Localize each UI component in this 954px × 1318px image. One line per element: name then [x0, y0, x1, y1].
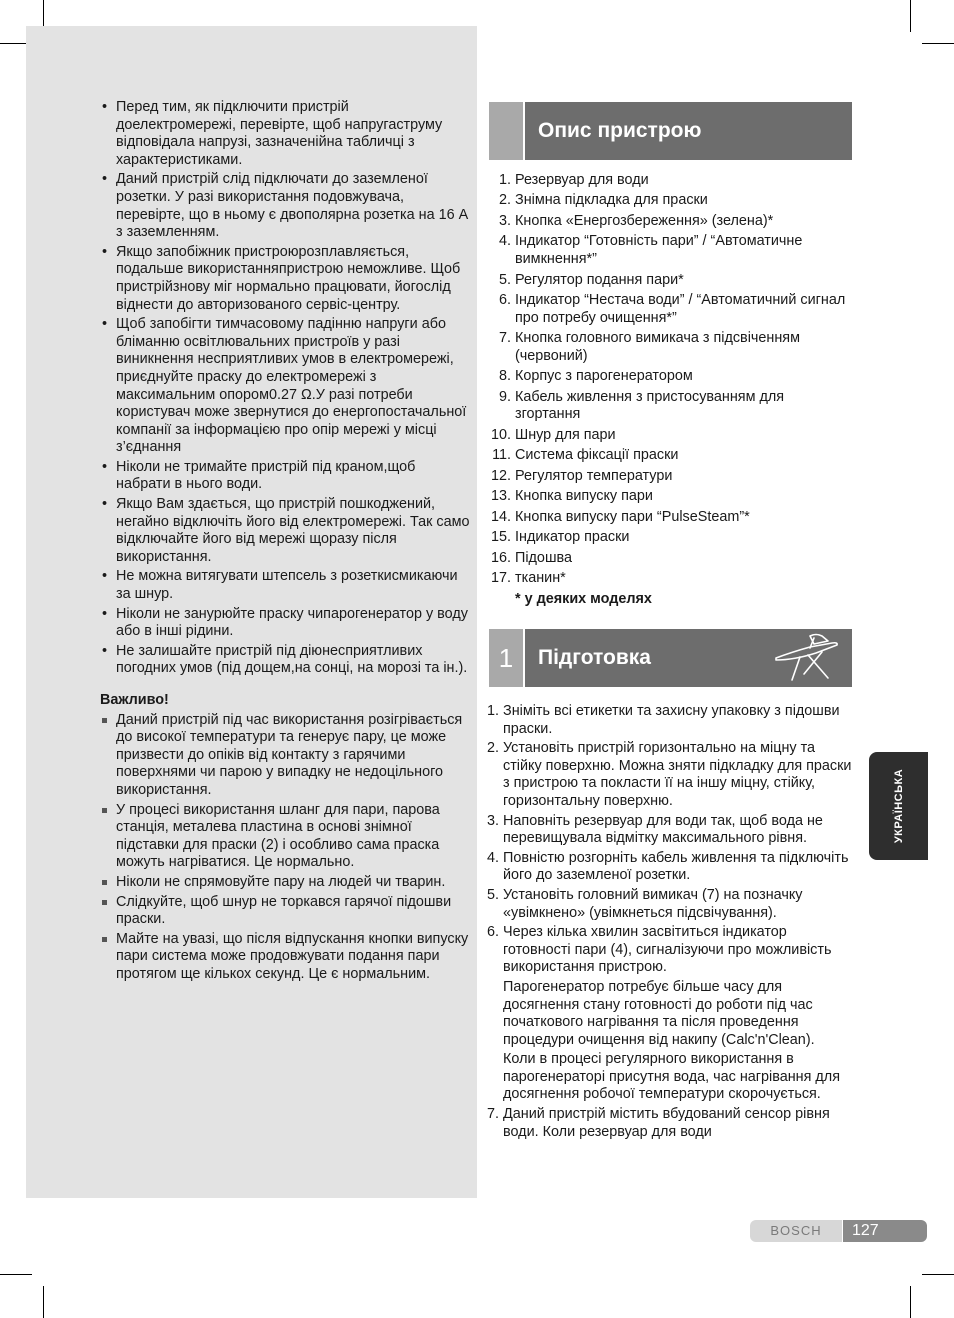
list-item: • Щоб запобігти тимчасовому падінню напруги або бліманню освітлювальних пристроїв у разі виникнення несприятливих умов в електромережі, приєднуйте праску до електромережі з максимальним опором0.27 Ω.У разі потреби користувач може звернутися до енергопостачальної компанії за інформацією про опір мережі у місці з’єднання: [100, 316, 470, 457]
safety-bullet-list: [100, 99, 470, 678]
crop-mark: [43, 1286, 44, 1318]
crop-mark: [910, 1286, 911, 1318]
section-number: 1: [489, 629, 525, 687]
models-note: * у деяких моделях: [515, 590, 652, 607]
section-tab: [489, 102, 525, 160]
list-item: 7. Даний пристрій містить вбудований сенсор рівня води. Коли резервуар для води: [487, 1106, 830, 1140]
list-item: 10. Шнур для пари: [490, 426, 616, 443]
crop-mark: [0, 1274, 32, 1275]
list-item: 5. Установіть головний вимикач (7) на позначку «увімкнено» (увімкнеться підсвічування).: [487, 886, 803, 921]
language-tab: УКРАЇНСЬКА: [869, 752, 928, 860]
list-item: Майте на увазі, що після відпускання кнопки випуску пари система може продовжувати подання пари протягом ще кількох секунд. Це є нормальним.: [100, 931, 470, 984]
list-item: Ніколи не спрямовуйте пару на людей чи тварин.: [100, 874, 470, 892]
list-item: 7. Кнопка головного вимикача з підсвіченням (червоний): [498, 330, 800, 364]
list-item: 8. Корпус з парогенератором: [498, 368, 693, 385]
list-item: 1. Зніміть всі етикетки та захисну упаковку з підошви праски.: [487, 703, 840, 737]
list-item: • Даний пристрій слід підключати до заземленої розетки. У разі використання подовжувача, перевірте, що в ньому є двополярна розетка на 16 А з заземленням.: [100, 171, 470, 241]
list-item: 17. тканин*: [490, 570, 566, 587]
list-item: Слідкуйте, щоб шнур не торкався гарячої підошви праски.: [100, 894, 470, 929]
list-item: 16. Підошва: [490, 549, 572, 566]
list-item: 9. Кабель живлення з пристосуванням для згортання: [498, 388, 785, 423]
list-item: 11. Система фіксації праски: [492, 447, 679, 464]
list-item: У процесі використання шланг для пари, парова станція, металева пластина в основі знімної підставки для праски (2) і особливо сама праска можуть нагріватися. Це нормально.: [100, 802, 470, 872]
list-item: 3. Наповніть резервуар для води так, щоб вода не перевищувала відмітку максимального рівня.: [487, 812, 823, 847]
parts-list: [489, 172, 852, 611]
step-paragraph: Коли в процесі регулярного використання в парогенераторі присутня вода, час нагрівання для досягнення робочої температури скорочується.: [503, 1051, 840, 1103]
list-item: • Якщо Вам здається, що пристрій пошкоджений, негайно відключіть його від електромережі. Так само відключайте його від мережі щоразу після використання.: [100, 496, 470, 566]
section-title: Опис пристрою: [538, 119, 702, 142]
brand-label: BOSCH: [750, 1220, 842, 1242]
list-item: 4. Індикатор “Готовність пари” / “Автоматичне вимкнення*”: [498, 233, 803, 268]
important-list: [100, 712, 470, 984]
list-item: 2. Установіть пристрій горизонтально на міцну та стійку поверхню. Можна зняти підкладку для праски з пристрою та покласти її на іншу міцну, стійку, горизонтальну поверхню.: [487, 740, 852, 809]
list-item: 3. Кнопка «Енергозбереження» (зелена)*: [498, 212, 774, 229]
section-title: Підготовка: [538, 646, 651, 669]
list-item: 14. Кнопка випуску пари “PulseSteam”*: [490, 508, 750, 525]
list-item: 1. Резервуар для води: [498, 172, 649, 188]
crop-mark: [910, 0, 911, 32]
crop-mark: [922, 1274, 954, 1275]
list-item: • Не залишайте пристрій під діюнесприятливих погодних умов (під дощем,на сонці, на морозі та ін.).: [100, 643, 470, 678]
list-item: 5. Регулятор подання пари*: [498, 271, 684, 288]
list-item: 6. Через кілька хвилин засвітиться індикатор готовності пари (4), сигналізуючи про можливість використання пристрою. Парогенератор потребує більше часу для досягнення стану готовності до роботи під час початкового нагрівання та після проведення процедури очищення від накипу (Calc'n'Clean). Коли в процесі регулярного використання в парогенераторі присутня вода, час нагрівання для досягнення робочої температури скорочується.: [487, 924, 855, 1104]
list-item: 2. Знімна підкладка для праски: [498, 192, 708, 209]
step-paragraph: Парогенератор потребує більше часу для досягнення стану готовності до роботи під час початкового нагрівання та після проведення процедури очищення від накипу (Calc'n'Clean).: [503, 978, 815, 1048]
section-header-preparation: [489, 629, 852, 687]
list-item: Даний пристрій під час використання розігрівається до високої температури та генерує пару, це може призвести до опіків від контакту з гарячими поверхнями чи парою у випадку не недоцільного використання.: [100, 712, 470, 800]
ironing-board-icon: [770, 630, 850, 686]
list-item: 13. Кнопка випуску пари: [490, 488, 653, 505]
section-header-description: [489, 102, 852, 160]
list-item: 4. Повністю розгорніть кабель живлення та підключіть його до заземленої розетки.: [487, 849, 849, 884]
list-item: 6. Індикатор “Нестача води” / “Автоматичний сигнал про потребу очищення*”: [498, 292, 846, 326]
list-item: • Ніколи не занурюйте праску чипарогенератор у воду або в інші рідини.: [100, 606, 470, 641]
preparation-steps: [487, 703, 855, 1143]
list-item: • Не можна витягувати штепсель з розеткисмикаючи за шнур.: [100, 568, 470, 603]
list-item: 12. Регулятор температури: [490, 467, 673, 484]
important-heading: Важливо!: [100, 692, 169, 708]
list-item: • Ніколи не тримайте пристрій під краном,щоб набрати в нього води.: [100, 459, 470, 494]
list-item: 15. Індикатор праски: [490, 529, 630, 546]
page-number: 127: [843, 1220, 927, 1242]
crop-mark: [922, 43, 954, 44]
safety-instructions: [100, 99, 470, 986]
list-item: • Перед тим, як підключити пристрій доелектромережі, перевірте, щоб напругаструму відповідала напрузі, зазначенійна табличці з характеристиками.: [100, 99, 470, 169]
list-item: • Якщо запобіжник пристроюрозплавляється, подальше використанняпристрою неможливе. Щоб пристрійзнову міг нормально працювати, йогослід віднести до авторизованого сервіс-центру.: [100, 244, 470, 314]
